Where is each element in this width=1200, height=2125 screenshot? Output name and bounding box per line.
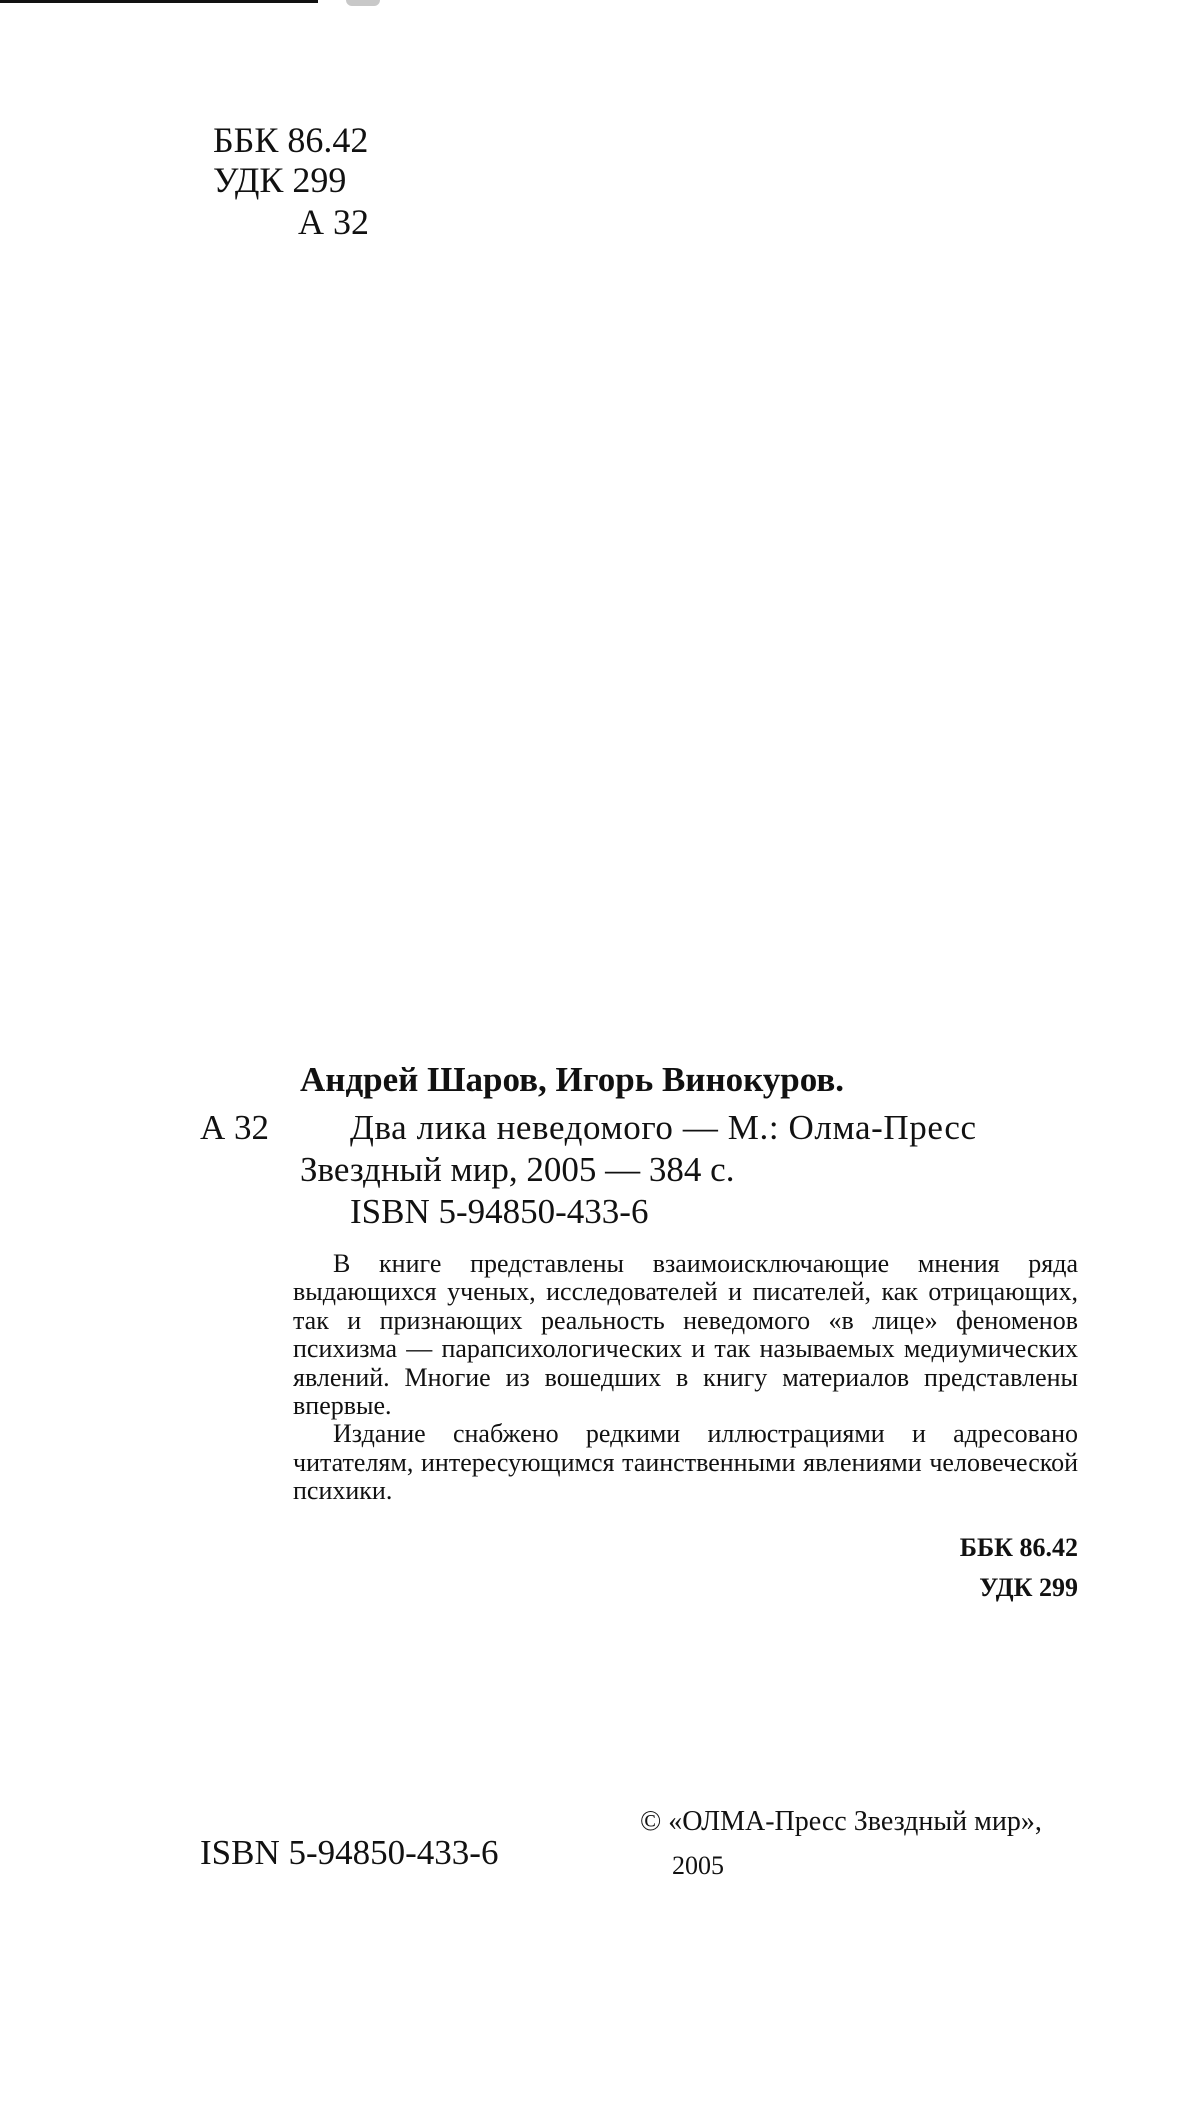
abstract-paragraph: В книге представлены взаимоисключающие мнения ряда выдающихся ученых, исследователей и писателей, как отрицающих, так и признающих реальность неведомого «в лице» феноменов психизма — парапсихологических и так называемых медиумических явлений. Многие из вошедших в книгу материалов представлены впервые. xyxy=(293,1249,1078,1421)
classification-bbk: ББК 86.42 xyxy=(959,1533,1078,1562)
bib-isbn: ISBN 5-94850-433-6 xyxy=(350,1192,649,1231)
classification-codes xyxy=(960,1535,1078,1615)
header-udk: УДК 299 xyxy=(213,160,347,200)
copyright-holder: © «ОЛМА-Пресс Звездный мир», xyxy=(640,1806,1042,1837)
bib-author-mark: А 32 xyxy=(200,1108,270,1147)
classification-udk: УДК 299 xyxy=(979,1573,1078,1602)
footer-isbn: ISBN 5-94850-433-6 xyxy=(200,1833,499,1872)
bib-authors: Андрей Шаров, Игорь Винокуров. xyxy=(300,1060,845,1099)
abstract xyxy=(293,1250,1078,1506)
abstract-paragraph: Издание снабжено редкими иллюстрациями и адресовано читателям, интересующимся таинственными явлениями человеческой психики. xyxy=(293,1419,1078,1506)
copyright-year: 2005 xyxy=(672,1851,724,1880)
scan-smudge xyxy=(346,0,380,6)
header-bbk: ББК 86.42 xyxy=(213,120,369,160)
header-author-mark: А 32 xyxy=(298,202,369,242)
bib-title-line: Два лика неведомого — М.: Олма-Пресс xyxy=(350,1108,977,1147)
copyright-notice xyxy=(640,1800,1042,1888)
top-edge-rule xyxy=(0,0,318,3)
bib-publisher-line: Звездный мир, 2005 — 384 с. xyxy=(300,1150,735,1189)
